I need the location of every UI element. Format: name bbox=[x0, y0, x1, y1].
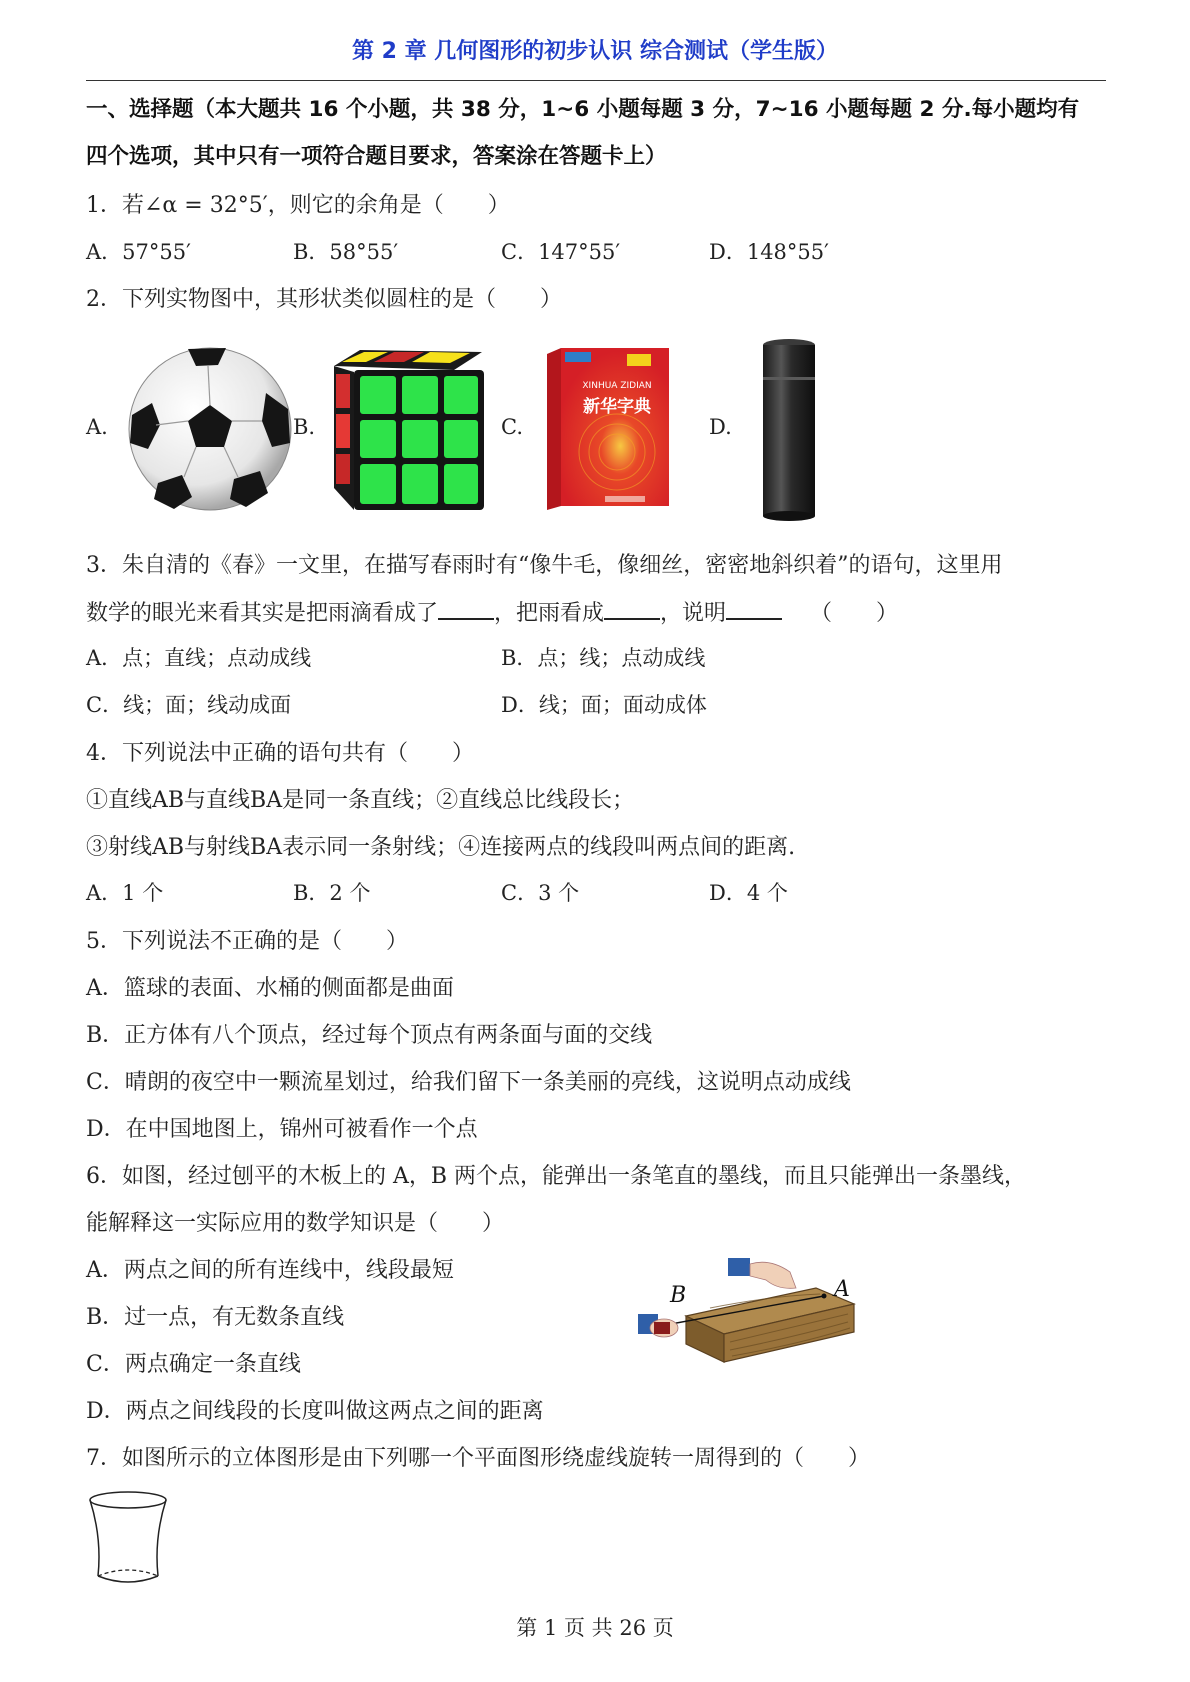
q4-statement-3-4: ③射线AB与射线BA表示同一条射线；④连接两点的线段叫两点间的距离. bbox=[86, 835, 796, 860]
section-heading-line2: 四个选项，其中只有一项符合题目要求，答案涂在答题卡上） bbox=[86, 144, 667, 169]
q5-option-c: C．晴朗的夜空中一颗流星划过，给我们留下一条美丽的亮线，这说明点动成线 bbox=[86, 1070, 851, 1095]
question-3-line1: 3．朱自清的《春》一文里，在描写春雨时有“像牛毛，像细丝，密密地斜织着”的语句，这里用 bbox=[86, 553, 1003, 578]
q5-option-d: D．在中国地图上，锦州可被看作一个点 bbox=[86, 1117, 478, 1142]
answer-blank-2 bbox=[604, 600, 660, 620]
q3-option-a: A．点；直线；点动成线 bbox=[86, 646, 312, 670]
answer-blank-1 bbox=[438, 600, 494, 620]
dictionary-image bbox=[547, 348, 671, 510]
q6-option-c: C．两点确定一条直线 bbox=[86, 1352, 301, 1377]
section-heading-line1: 一、选择题（本大题共 16 个小题，共 38 分，1~6 小题每题 3 分，7~16 小题每题 2 分.每小题均有 bbox=[86, 97, 1080, 122]
rubiks-cube-image bbox=[330, 348, 486, 510]
point-a-label: A bbox=[834, 1277, 850, 1302]
point-b-label: B bbox=[670, 1283, 687, 1308]
q1-option-b: B．58°55′ bbox=[293, 240, 399, 264]
q2-option-a: A. bbox=[86, 415, 108, 439]
thermos-cylinder-image bbox=[756, 336, 822, 522]
question-2-stem: 2．下列实物图中，其形状类似圆柱的是（ ） bbox=[86, 287, 562, 312]
q3-option-b: B．点；线；点动成线 bbox=[501, 646, 706, 670]
q3-text-d: （ ） bbox=[810, 601, 899, 626]
answer-blank-3 bbox=[726, 600, 782, 620]
header-divider bbox=[86, 80, 1106, 81]
question-7-stem: 7．如图所示的立体图形是由下列哪一个平面图形绕虚线旋转一周得到的（ ） bbox=[86, 1446, 870, 1471]
cup-solid-figure bbox=[86, 1488, 170, 1586]
page-footer: 第 1 页 共 26 页 bbox=[516, 1616, 674, 1640]
q6-option-a: A．两点之间的所有连线中，线段最短 bbox=[86, 1258, 454, 1283]
q1-option-a: A．57°55′ bbox=[86, 240, 191, 264]
q2-option-c: C. bbox=[501, 415, 523, 439]
q3-option-d: D．线；面；面动成体 bbox=[501, 693, 707, 717]
question-5-stem: 5．下列说法不正确的是（ ） bbox=[86, 929, 408, 954]
q5-option-a: A．篮球的表面、水桶的侧面都是曲面 bbox=[86, 976, 454, 1001]
q5-option-b: B．正方体有八个顶点，经过每个顶点有两条面与面的交线 bbox=[86, 1023, 653, 1048]
q4-option-a: A．1 个 bbox=[86, 881, 164, 905]
q1-option-c: C．147°55′ bbox=[501, 240, 621, 264]
q3-text-c: ，说明 bbox=[660, 601, 727, 626]
q4-statement-1-2: ①直线AB与直线BA是同一条直线；②直线总比线段长； bbox=[86, 788, 635, 813]
q4-option-d: D．4 个 bbox=[709, 881, 788, 905]
soccer-ball-image bbox=[126, 345, 294, 513]
q1-option-d: D．148°55′ bbox=[709, 240, 829, 264]
question-4-stem: 4．下列说法中正确的语句共有（ ） bbox=[86, 741, 474, 766]
q2-option-b: B. bbox=[293, 415, 316, 439]
q3-text-a: 数学的眼光来看其实是把雨滴看成了 bbox=[86, 601, 439, 626]
question-6-line2: 能解释这一实际应用的数学知识是（ ） bbox=[86, 1211, 505, 1236]
dictionary-title: 新华字典 bbox=[583, 397, 651, 417]
dictionary-pinyin: XINHUA ZIDIAN bbox=[582, 381, 652, 391]
question-3-line2 bbox=[86, 596, 898, 627]
q3-text-b: ，把雨看成 bbox=[494, 601, 605, 626]
q4-option-c: C．3 个 bbox=[501, 881, 580, 905]
question-1-stem: 1．若∠α = 32°5′，则它的余角是（ ） bbox=[86, 193, 510, 218]
q6-option-b: B．过一点，有无数条直线 bbox=[86, 1305, 345, 1330]
q3-option-c: C．线；面；线动成面 bbox=[86, 693, 292, 717]
page-title: 第 2 章 几何图形的初步认识 综合测试（学生版） bbox=[352, 39, 838, 64]
question-6-line1: 6．如图，经过刨平的木板上的 A，B 两个点，能弹出一条笔直的墨线，而且只能弹出一条墨线， bbox=[86, 1164, 1027, 1189]
q6-option-d: D．两点之间线段的长度叫做这两点之间的距离 bbox=[86, 1399, 544, 1424]
q2-option-d: D. bbox=[709, 415, 732, 439]
q4-option-b: B．2 个 bbox=[293, 881, 371, 905]
wooden-board-figure bbox=[620, 1250, 860, 1368]
